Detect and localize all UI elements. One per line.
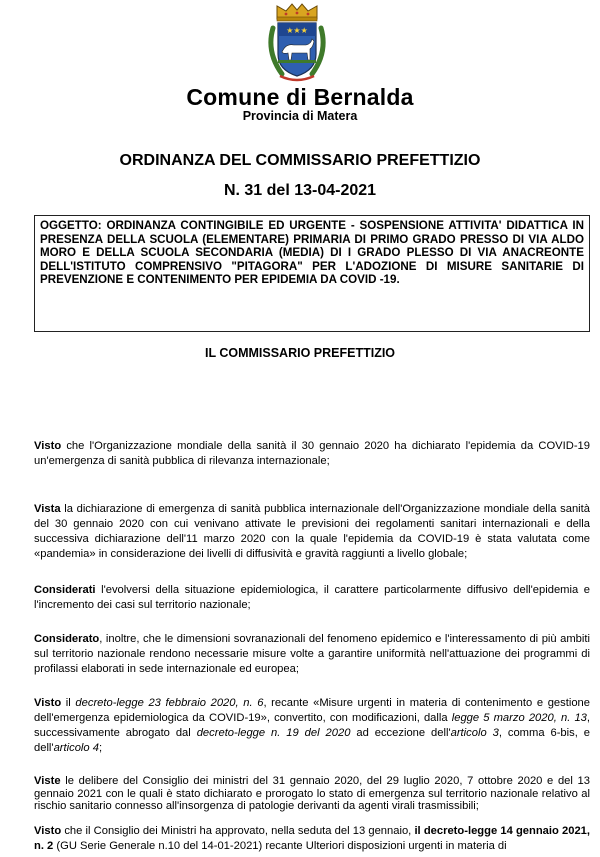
paragraph-vista-dichiarazione (34, 502, 590, 562)
paragraph-text: la dichiarazione di emergenza di sanità pubblica internazionale dell'Organizzazione mondiale della sanità del 30 gennaio 2020 con cui venivano attivate le previsioni dei regolamenti sanitari internazionali e della successiva dichiarazione dell'11 marzo 2020 con la quale l'epidemia da COVID-19 è stata valutata come «pandemia» in considerazione dei livelli di diffusività e gravità raggiunti a livello globale; (34, 503, 590, 560)
law-reference: legge 5 marzo 2020, n. 13 (451, 712, 587, 724)
paragraph-text: ; (98, 742, 103, 754)
paragraph-considerati (34, 583, 590, 613)
paragraph-lead: Vista (34, 503, 61, 515)
law-reference: decreto-legge n. 19 del 2020 (196, 727, 351, 739)
municipality-name: Comune di Bernalda (186, 84, 414, 110)
law-reference: decreto-legge 23 febbraio 2020, n. 6 (75, 697, 264, 709)
paragraph-text: che l'Organizzazione mondiale della sanità il 30 gennaio 2020 ha dichiarato l'epidemia da COVID-19 un'emergenza di sanità pubblica di rilevanza internazionale; (34, 440, 590, 467)
paragraph-lead: Visto (34, 440, 62, 452)
subject-box (34, 215, 590, 332)
paragraph-text: ad eccezione dell' (350, 727, 451, 739)
paragraph-lead: Viste (34, 775, 61, 787)
paragraph-text: che il Consiglio dei Ministri ha approvato, nella seduta del 13 gennaio, (61, 825, 415, 837)
paragraph-text: , comma 6-bis, e dell' (34, 727, 590, 754)
paragraph-text: , recante «Misure urgenti in materia di contenimento e gestione dell'emergenza epidemiologica da COVID-19», convertito, con modificazioni, dalla (34, 697, 590, 724)
paragraph-visto-consiglio (34, 824, 590, 854)
coat-of-arms-icon (264, 2, 330, 86)
paragraph-text: , successivamente abrogato dal (34, 712, 591, 739)
paragraph-text: le delibere del Consiglio dei ministri del 31 gennaio 2020, del 29 luglio 2020, 7 ottobre 2020 e del 13 gennaio 2021 con le quali è stato dichiarato e prorogato lo stato di emergenza sul territorio nazionale relativo al rischio sanitario connesso all'insorgenza di patologie derivanti da agenti virali trasmissibili; (34, 775, 590, 812)
paragraph-lead: Visto (34, 825, 62, 837)
law-reference: articolo 4 (53, 742, 99, 754)
paragraph-text: (GU Serie Generale n.10 del 14-01-2021) recante Ulteriori disposizioni urgenti in materia di (53, 840, 507, 852)
paragraph-visto-oms (34, 439, 590, 469)
paragraph-visto-decreto (34, 696, 590, 756)
svg-text:★★★: ★★★ (286, 26, 308, 35)
paragraph-text: , inoltre, che le dimensioni sovranazionali del fenomeno epidemico e l'interessamento di più ambiti sul territorio nazionale rendono necessarie misure volte a garantire uniformità nell'attuazione dei programmi di profilassi elaborati in sede internazionale ed europea; (34, 633, 590, 675)
paragraph-text: l'evolversi della situazione epidemiologica, il carattere particolarmente diffusivo dell'epidemia e l'incremento dei casi sul territorio nazionale; (34, 584, 590, 611)
subject-text: OGGETTO: ORDINANZA CONTINGIBILE ED URGENTE - SOSPENSIONE ATTIVITA' DIDATTICA IN PRESENZA DELLA SCUOLA (ELEMENTARE) PRIMARIA DI PRIMO GRADO PRESSO DI VIA ALDO MORO E DELLA SCUOLA SECONDARIA (MEDIA) DI I GRADO PLESSO DI VIA ANACREONTE DELL'ISTITUTO COMPRENSIVO "PITAGORA" PER L'ADOZIONE DI MISURE SANITARIE DI PREVENZIONE E CONTENIMENTO PER EPIDEMIA DA COVID -19. (40, 219, 584, 287)
law-reference: il decreto-legge 14 gennaio 2021, n. 2 (34, 825, 590, 852)
province-name: Provincia di Matera (242, 109, 358, 123)
commissioner-heading: IL COMMISSARIO PREFETTIZIO (204, 346, 396, 360)
law-reference: articolo 3 (450, 727, 499, 739)
paragraph-lead: Considerato (34, 633, 100, 645)
ordinance-title: ORDINANZA DEL COMMISSARIO PREFETTIZIO (119, 152, 481, 169)
paragraph-considerato (34, 632, 590, 677)
paragraph-lead: Considerati (34, 584, 96, 596)
ordinance-number: N. 31 del 13-04-2021 (223, 182, 377, 199)
paragraph-text: il (61, 697, 76, 709)
paragraph-viste-delibere (34, 775, 590, 813)
paragraph-lead: Visto (34, 697, 62, 709)
